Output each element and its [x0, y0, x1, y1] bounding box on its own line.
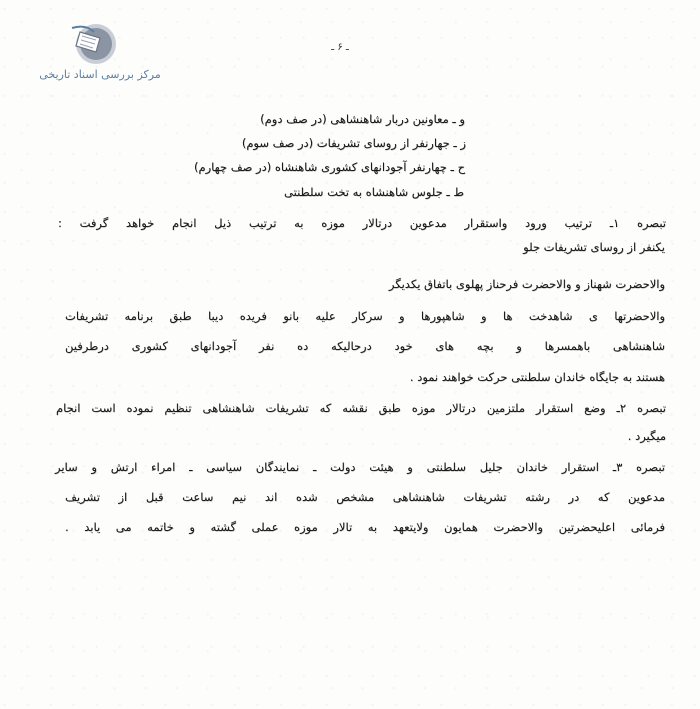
- note2-line-1: تبصره ۲ـ وضع استقرار ملتزمین درتالار موزه طبق نقشه که تشریفات شاهنشاهی تنظیم نموده است انجام: [56, 401, 666, 415]
- page-number: ـ ۶ ـ: [331, 42, 349, 53]
- note1-line-3: والاحضرت شهناز و والاحضرت فرحناز پهلوی باتفاق یکدیگر: [388, 277, 665, 291]
- note1-line-6: هستند به جایگاه خاندان سلطنتی حرکت خواهند نمود .: [409, 370, 665, 384]
- list-item-ze: ز ـ جهارنفر از روسای تشریفات (در صف سوم): [241, 136, 466, 150]
- note1-line-4: والاحضرتها ی شاهدخت ها و شاهپورها و سرکار علیه بانو فریده دیبا طبق برنامه تشریفات: [65, 309, 665, 323]
- note1-line-2: یکنفر از روسای تشریفات جلو: [523, 240, 665, 254]
- list-item-ta: ط ـ جلوس شاهنشاه به تخت سلطنتی: [284, 185, 464, 199]
- note1-heading: تبصره ۱ـ ترتیب ورود واستقرار مدعوین درتالار موزه به ترتیب ذیل انجام خواهد گرفت :: [58, 216, 666, 230]
- note3-line-1: تبصره ۳ـ استقرار خاندان جلیل سلطنتی و هیئت دولت ـ نمایندگان سیاسی ـ امراء ارتش و سایر: [55, 460, 665, 474]
- list-item-he: ح ـ چهارنفر آجودانهای کشوری شاهنشاه (در صف چهارم): [193, 160, 465, 174]
- archive-watermark: [30, 22, 170, 84]
- note1-line-5: شاهنشاهی باهمسرها و بچه های خود درحالیکه ده نفر آجودانهای کشوری درطرفین: [65, 339, 665, 353]
- note3-line-2: مدعوین که در رشته تشریفات شاهنشاهی مشخص شده اند نیم ساعت قبل از تشریف: [65, 490, 665, 504]
- archive-logo-icon: [66, 22, 118, 68]
- watermark-caption: مرکز بررسی اسناد تاریخی: [39, 68, 161, 81]
- note3-line-3: فرمائی اعلیحضرتین والاحضرت همایون ولایتعهد به تالار موزه عملی گشته و خاتمه می یابد .: [65, 520, 665, 534]
- note2-line-2: میگیرد .: [627, 429, 666, 443]
- list-item-vav: و ـ معاونین دربار شاهنشاهی (در صف دوم): [260, 112, 465, 126]
